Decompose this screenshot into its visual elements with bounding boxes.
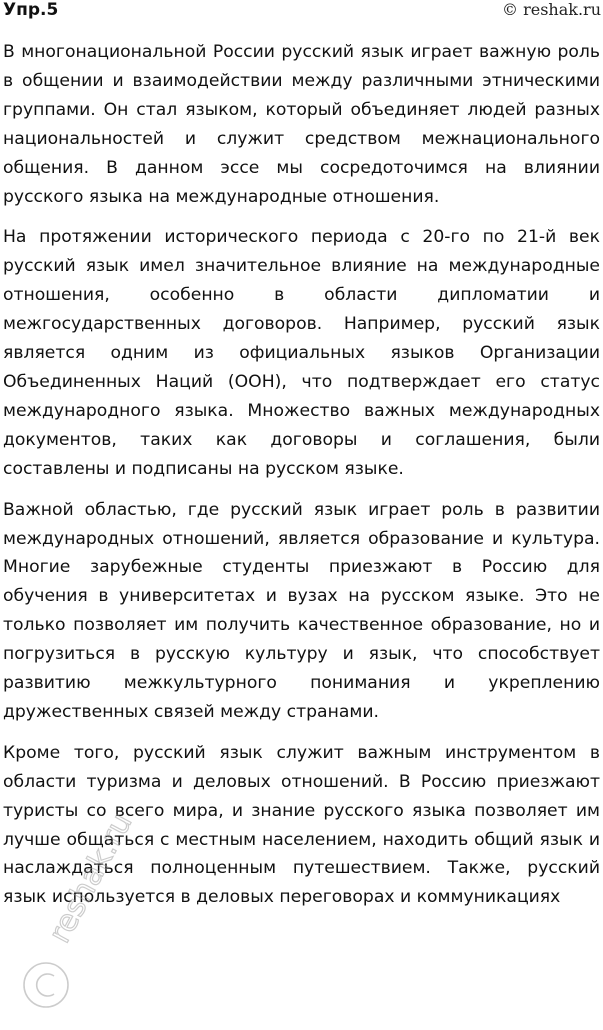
- paragraph-4: Кроме того, русский язык служит важным инструментом в области туризма и деловых отношений. В Россию приезжают туристы со всего мира, и знание русского языка позволяет им лучше общаться с местным населением, находить общий язык и наслаждаться полноценным путешествием. Также, русский язык используется в деловых переговорах и коммуникациях: [3, 742, 600, 908]
- exercise-title: Упр.5: [3, 0, 59, 20]
- page-header: [3, 0, 601, 22]
- essay-text: [3, 38, 600, 924]
- site-credit: © reshak.ru: [502, 0, 601, 19]
- paragraph-3: Важной областью, где русский язык играет роль в развитии международных отношений, является образование и культура. Многие зарубежные студенты приезжают в Россию для обучения в университетах и вузах на русском языке. Это не только позволяет им получить качественное образование, но и погрузиться в русскую культуру и язык, что способствует развитию межкультурного понимания и укреплению дружественных связей между странами.: [3, 499, 600, 722]
- paragraph-1: В многонациональной России русский язык играет важную роль в общении и взаимодействии между различными этническими группами. Он стал языком, который объединяет людей разных национальностей и служит средством межнационального общения. В данном эссе мы сосредоточимся на влиянии русского языка на международные отношения.: [3, 42, 600, 207]
- watermark-text: reshak.ru: [42, 807, 140, 949]
- watermark-copyright-c: [37, 974, 54, 996]
- watermark-copyright-circle: [24, 963, 68, 1007]
- paragraph-2: На протяжении исторического периода с 20-го по 21-й век русский язык имел значительное влияние на международные отношения, особенно в области дипломатии и межгосударственных договоров. Например, русский язык является одним из официальных языков Организации Объединенных Наций (ООН), что подтверждает его статус международного языка. Множество важных международных документов, таких как договоры и соглашения, были составлены и подписаны на русском языке.: [3, 227, 600, 479]
